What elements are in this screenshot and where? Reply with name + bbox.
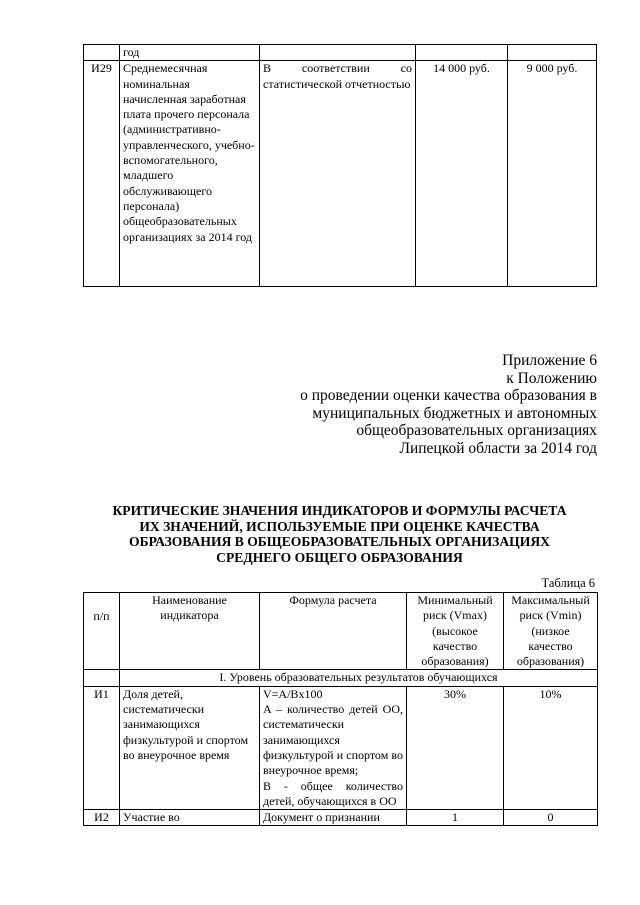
min-risk-value: 14 000 руб.	[416, 61, 508, 287]
indicator-name: Среднемесячная номинальная начисленная заработная плата прочего персонала (административно-управленческого, учебно-вспомогательного, младшего обслуживающего персонала) общеобразовательных организациях за 2014 год	[120, 61, 260, 287]
table-row	[84, 61, 597, 287]
document-heading: КРИТИЧЕСКИЕ ЗНАЧЕНИЯ ИНДИКАТОРОВ И ФОРМУЛЫ РАСЧЕТА ИХ ЗНАЧЕНИЙ, ИСПОЛЬЗУЕМЫЕ ПРИ ОЦЕНКЕ КАЧЕСТВА ОБРАЗОВАНИЯ В ОБЩЕОБРАЗОВАТЕЛЬНЫХ ОРГАНИЗАЦИЯХ СРЕДНЕГО ОБЩЕГО ОБРАЗОВАНИЯ	[112, 503, 567, 565]
column-header-formula: Формула расчета	[260, 593, 407, 670]
indicator-name: Участие во	[120, 810, 260, 826]
max-risk-value: 9 000 руб.	[508, 61, 597, 287]
appendix-line: муниципальных бюджетных и автономных	[312, 404, 597, 422]
indicator-formula: Документ о признании	[260, 810, 407, 826]
table-label: Таблица 6	[541, 576, 595, 590]
indicator-formula: V=A/Bх100 A – количество детей ОО, систематически занимающихся физкультурой и спортом во внеурочное время; В - общее количество детей, обучающихся в ОО	[260, 686, 407, 809]
indicator-name: Доля детей, систематически занимающихся физкультурой и спортом во внеурочное время	[120, 686, 260, 809]
column-header-max-risk: Максимальный риск (Vmin) (низкое качество образования)	[504, 593, 598, 670]
column-header-min-risk: Минимальный риск (Vmax) (высокое качество образования)	[407, 593, 504, 670]
indicator-table-6	[83, 592, 598, 826]
min-risk-value: 1	[407, 810, 504, 826]
table-row	[84, 810, 598, 826]
appendix-line: к Положению	[506, 369, 597, 387]
appendix-line: о проведении оценки качества образования в	[300, 387, 597, 405]
section-row	[84, 670, 598, 686]
indicator-id: И2	[84, 810, 120, 826]
appendix-line: Липецкой области за 2014 год	[399, 439, 597, 457]
appendix-line: Приложение 6	[502, 352, 597, 369]
appendix-reference	[257, 352, 597, 458]
indicator-name: год	[120, 45, 260, 61]
column-header-num: п/п	[84, 593, 120, 670]
table-row	[84, 45, 597, 61]
table-row	[84, 686, 598, 809]
appendix-line: общеобразовательных организациях	[356, 422, 597, 440]
indicator-table-continued	[83, 44, 597, 287]
indicator-id: И1	[84, 686, 120, 809]
section-title: I. Уровень образовательных результатов обучающихся	[120, 670, 598, 686]
min-risk-value: 30%	[407, 686, 504, 809]
table-header-row	[84, 593, 598, 670]
max-risk-value: 0	[504, 810, 598, 826]
column-header-name: Наименование индикатора	[120, 593, 260, 670]
max-risk-value: 10%	[504, 686, 598, 809]
indicator-id: И29	[84, 61, 120, 287]
indicator-source: В соответствии со статистической отчетностью	[260, 61, 416, 287]
